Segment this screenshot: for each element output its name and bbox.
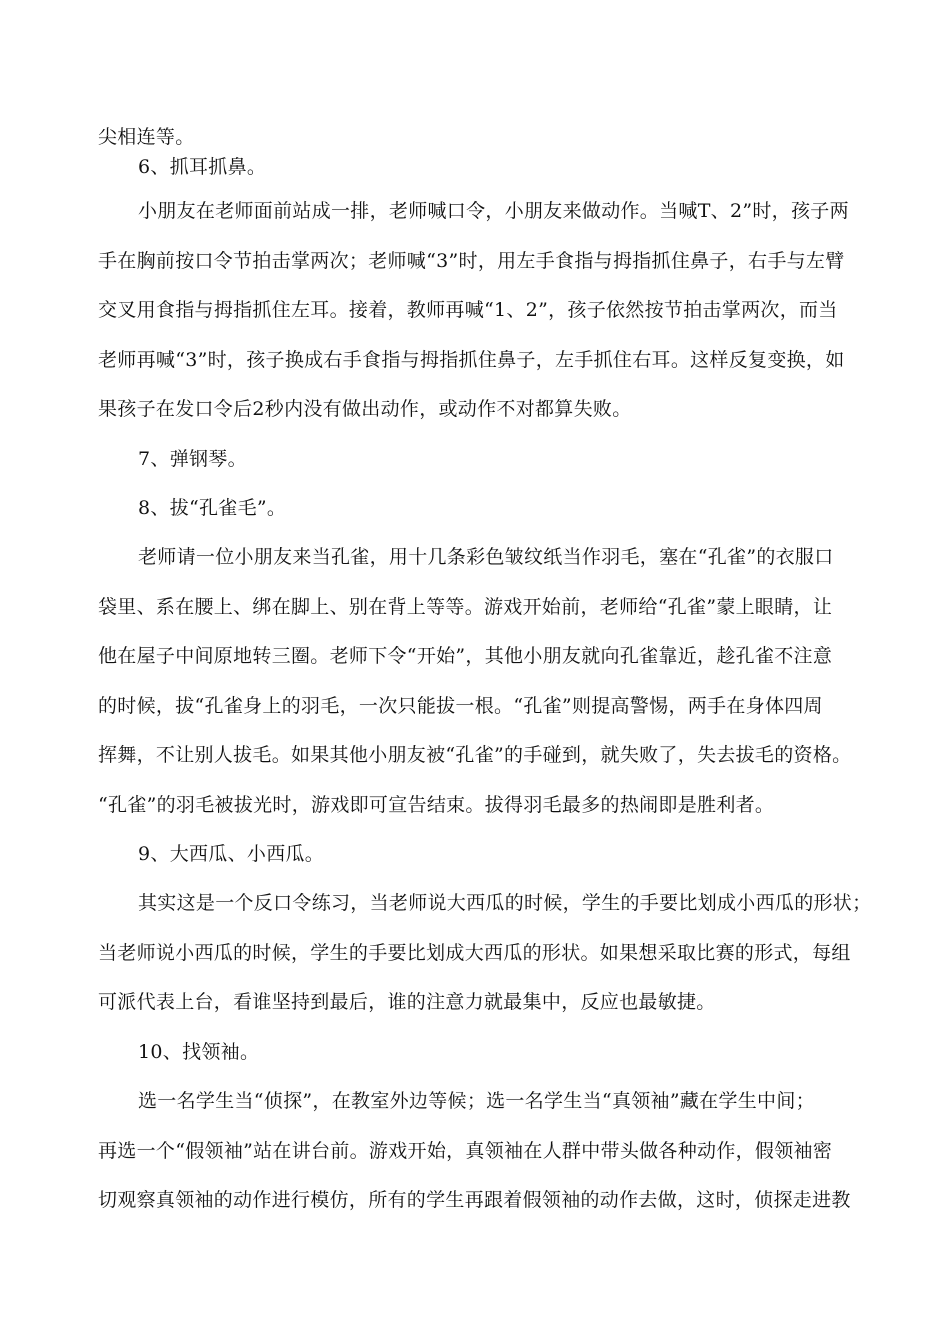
section-heading: 9、大西瓜、小西瓜。 xyxy=(138,843,325,865)
paragraph-line: 当老师说小西瓜的时候，学生的手要比划成大西瓜的形状。如果想采取比赛的形式，每组 xyxy=(98,942,851,964)
section-heading: 8、拔“孔雀毛”。 xyxy=(138,497,287,519)
paragraph-line: 其实这是一个反口令练习，当老师说大西瓜的时候，学生的手要比划成小西瓜的形状； xyxy=(138,892,872,914)
paragraph-line: 尖相连等。 xyxy=(98,126,195,148)
section-heading: 7、弹钢琴。 xyxy=(138,448,247,470)
paragraph-line: 可派代表上台，看谁坚持到最后，谁的注意力就最集中，反应也最敏捷。 xyxy=(98,991,716,1013)
paragraph-line: 挥舞，不让别人拔毛。如果其他小朋友被“孔雀”的手碰到，就失败了，失去拔毛的资格。 xyxy=(98,744,852,766)
paragraph-line: 切观察真领袖的动作进行模仿，所有的学生再跟着假领袖的动作去做，这时，侦探走进教 xyxy=(98,1189,851,1211)
paragraph-line: 再选一个“假领袖”站在讲台前。游戏开始，真领袖在人群中带头做各种动作，假领袖密 xyxy=(98,1140,833,1162)
paragraph-line: 交叉用食指与拇指抓住左耳。接着，教师再喊“1、2”，孩子依然按节拍击掌两次，而当 xyxy=(98,299,838,321)
paragraph-line: 老师请一位小朋友来当孔雀，用十几条彩色皱纹纸当作羽毛，塞在“孔雀”的衣服口 xyxy=(138,546,834,568)
paragraph-line: 袋里、系在腰上、绑在脚上、别在背上等等。游戏开始前，老师给“孔雀”蒙上眼睛，让 xyxy=(98,596,833,618)
paragraph-line: 他在屋子中间原地转三圈。老师下令“开始”，其他小朋友就向孔雀靠近，趁孔雀不注意 xyxy=(98,645,833,667)
paragraph-line: “孔雀”的羽毛被拔光时，游戏即可宣告结束。拔得羽毛最多的热闹即是胜利者。 xyxy=(98,794,775,816)
section-heading: 10、找领袖。 xyxy=(138,1041,260,1063)
section-heading: 6、抓耳抓鼻。 xyxy=(138,156,267,178)
paragraph-line: 老师再喊“3”时，孩子换成右手食指与拇指抓住鼻子，左手抓住右耳。这样反复变换，如 xyxy=(98,349,845,371)
paragraph-line: 果孩子在发口令后2秒内没有做出动作，或动作不对都算失败。 xyxy=(98,398,632,420)
paragraph-line: 小朋友在老师面前站成一排，老师喊口令，小朋友来做动作。当喊T、2”时，孩子两 xyxy=(138,200,849,222)
paragraph-line: 选一名学生当“侦探”，在教室外边等候；选一名学生当“真领袖”藏在学生中间； xyxy=(138,1090,815,1112)
paragraph-line: 的时候，拔“孔雀身上的羽毛，一次只能拔一根。“孔雀”则提高警惕，两手在身体四周 xyxy=(98,695,823,717)
paragraph-line: 手在胸前按口令节拍击掌两次；老师喊“3”时，用左手食指与拇指抓住鼻子，右手与左臂 xyxy=(98,250,845,272)
